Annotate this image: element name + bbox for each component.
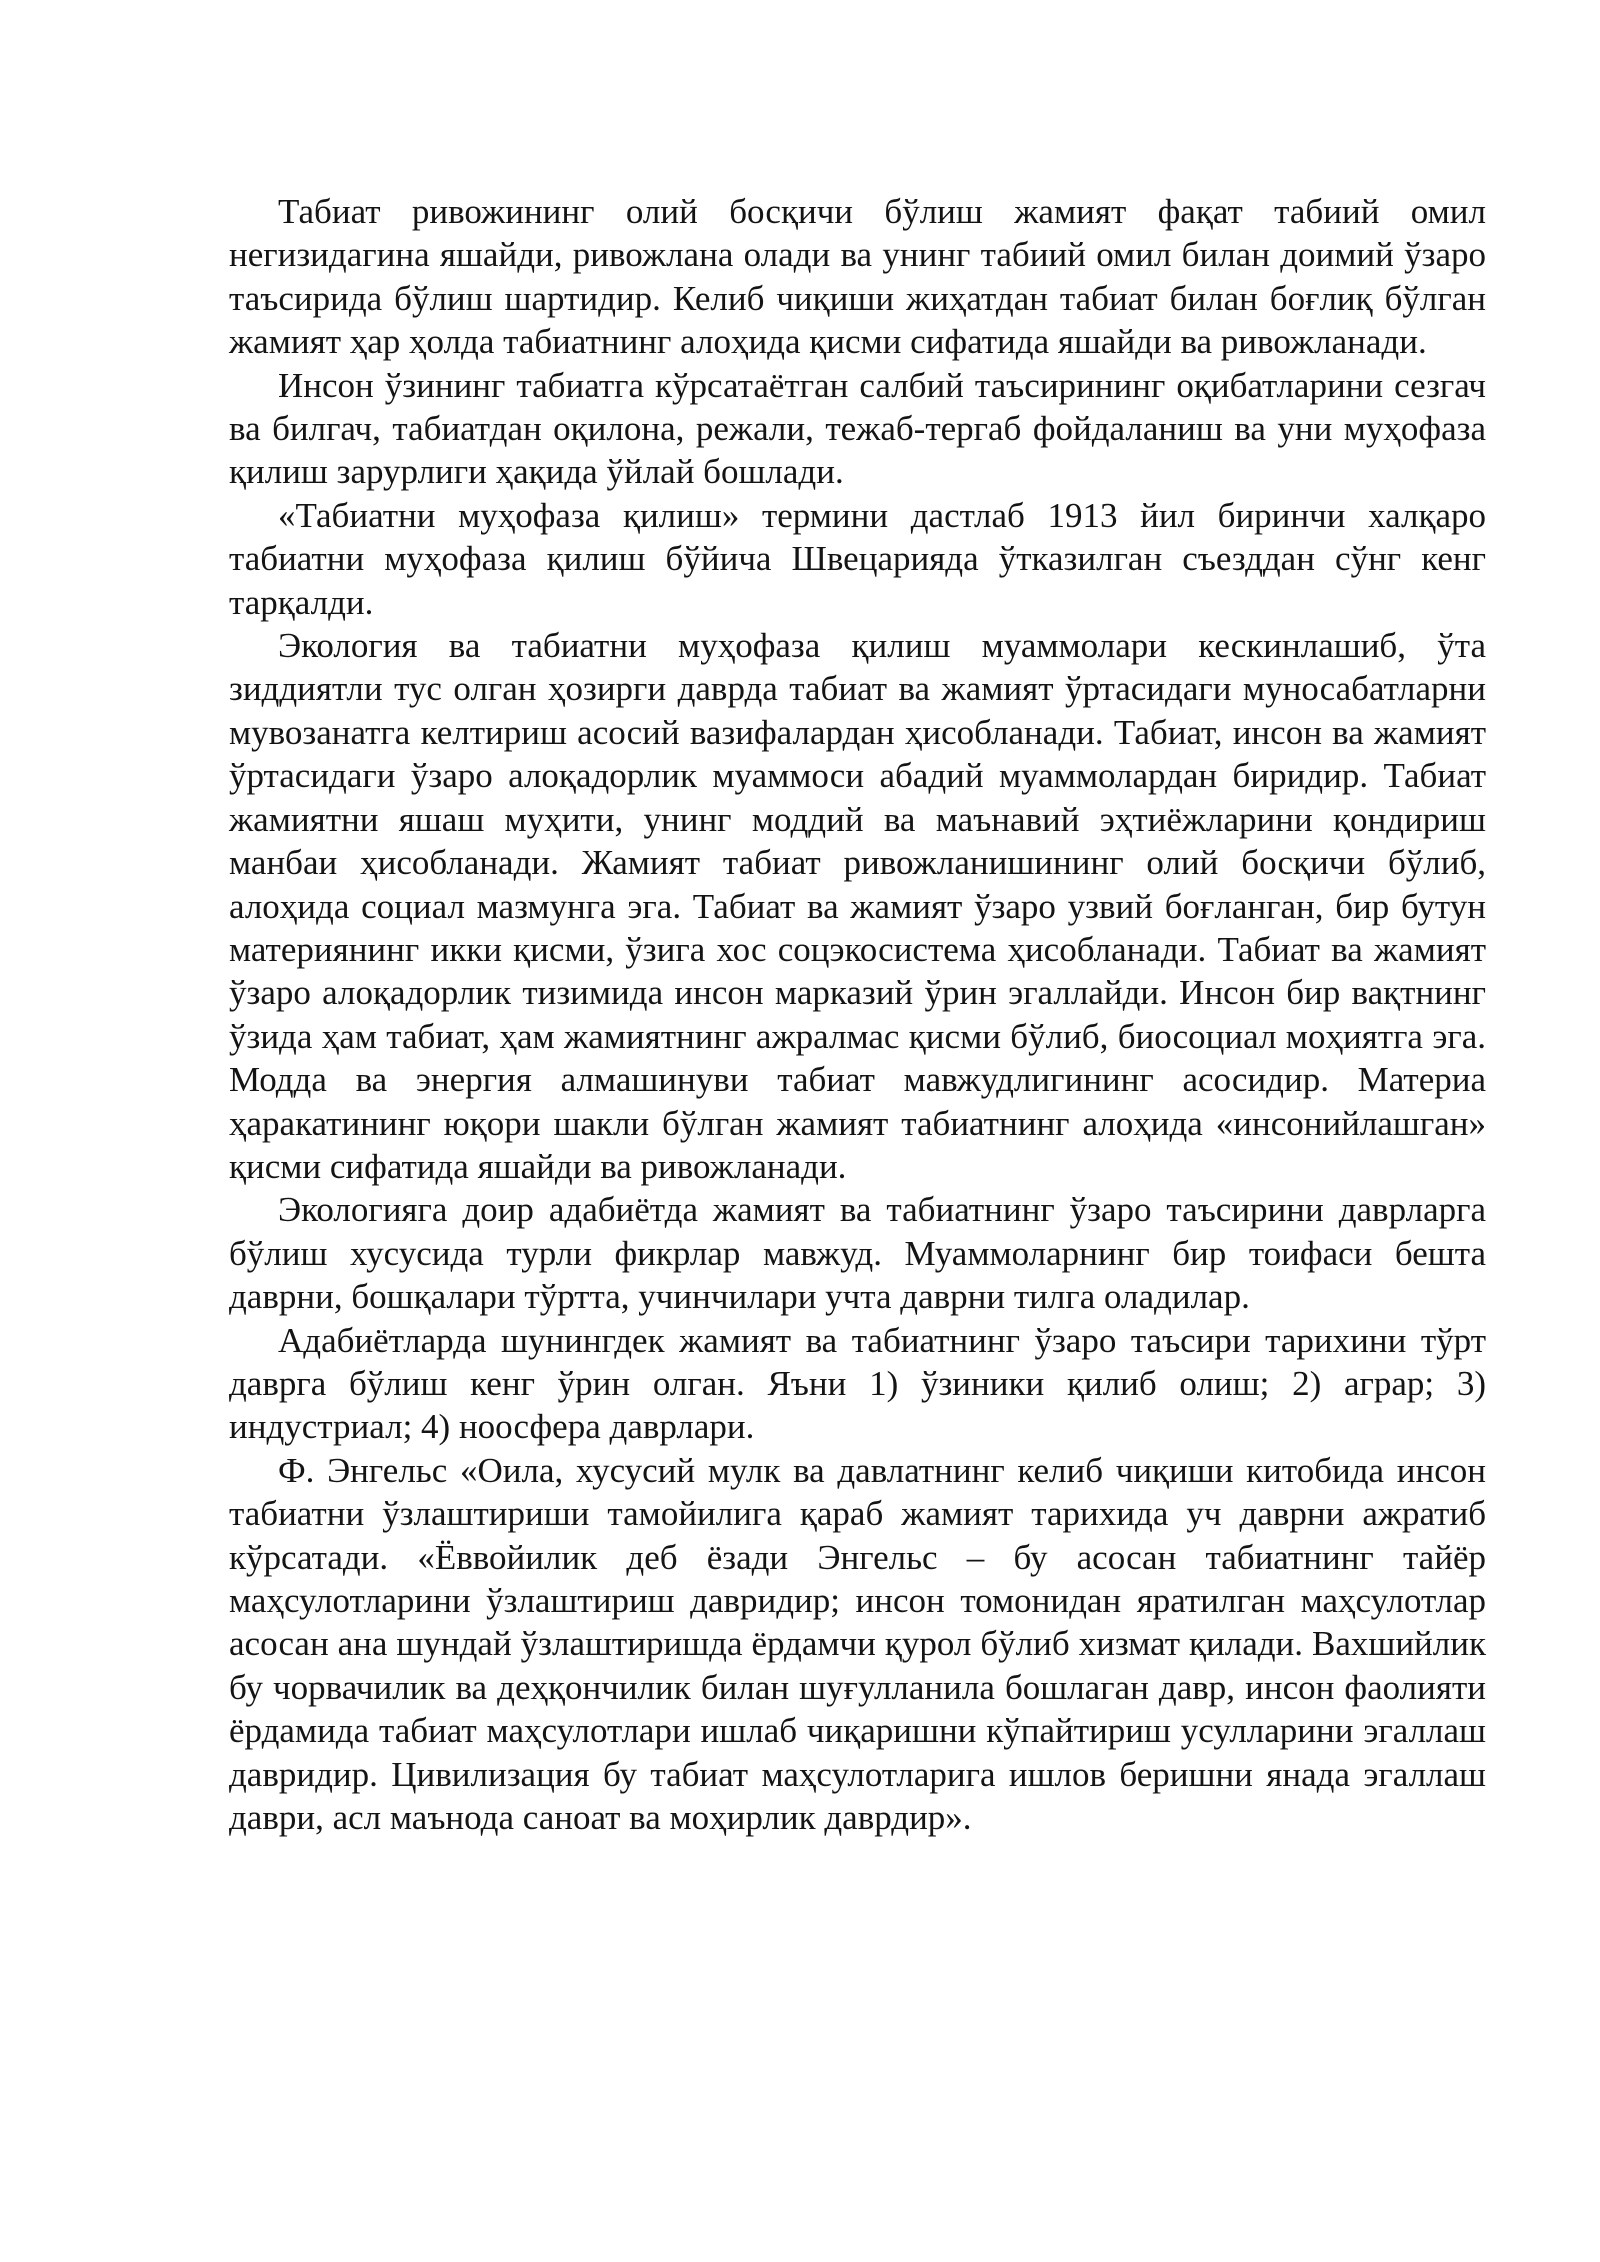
document-body (229, 190, 1486, 1839)
paragraph-7: Ф. Энгельс «Оила, хусусий мулк ва давлатнинг келиб чиқиши китобида инсон табиатни ўзлаштириши тамойилига қараб жамият тарихида уч даврни ажратиб кўрсатади. «Ёввойилик деб ёзади Энгельс – бу асосан табиатнинг тайёр маҳсулотларини ўзлаштириш давридир; инсон томонидан яратилган маҳсулотлар асосан ана шундай ўзлаштиришда ёрдамчи қурол бўлиб хизмат қилади. Вахшийлик бу чорвачилик ва деҳқончилик билан шуғулланила бошлаган давр, инсон фаолияти ёрдамида табиат маҳсулотлари ишлаб чиқаришни кўпайтириш усулларини эгаллаш давридир. Цивилизация бу табиат маҳсулотларига ишлов беришни янада эгаллаш даври, асл маънода саноат ва моҳирлик даврдир». (229, 1450, 1486, 1838)
paragraph-1: Табиат ривожининг олий босқичи бўлиш жамият фақат табиий омил негизидагина яшайди, ривожлана олади ва унинг табиий омил билан доимий ўзаро таъсирида бўлиш шартидир. Келиб чиқиши жиҳатдан табиат билан боғлиқ бўлган жамият ҳар ҳолда табиатнинг алоҳида қисми сифатида яшайди ва ривожланади. (229, 192, 1486, 362)
paragraph-5: Экологияга доир адабиётда жамият ва табиатнинг ўзаро таъсирини даврларга бўлиш хусусида турли фикрлар мавжуд. Муаммоларнинг бир тоифаси бешта даврни, бошқалари тўртта, учинчилари учта даврни тилга оладилар. (229, 1190, 1486, 1317)
paragraph-4: Экология ва табиатни муҳофаза қилиш муаммолари кескинлашиб, ўта зиддиятли тус олган ҳозирги даврда табиат ва жамият ўртасидаги муносабатларни мувозанатга келтириш асосий вазифалардан ҳисобланади. Табиат, инсон ва жамият ўртасидаги ўзаро алоқадорлик муаммоси абадий муаммолардан биридир. Табиат жамиятни яшаш муҳити, унинг моддий ва маънавий эҳтиёжларини қондириш манбаи ҳисобланади. Жамият табиат ривожланишининг олий босқичи бўлиб, алоҳида социал мазмунга эга. Табиат ва жамият ўзаро узвий боғланган, бир бутун материянинг икки қисми, ўзига хос соцэкосистема ҳисобланади. Табиат ва жамият ўзаро алоқадорлик тизимида инсон марказий ўрин эгаллайди. Инсон бир вақтнинг ўзида ҳам табиат, ҳам жамиятнинг ажралмас қисми бўлиб, биосоциал моҳиятга эга. Модда ва энергия алмашинуви табиат мавжудлигининг асосидир. Материа ҳаракатининг юқори шакли бўлган жамият табиатнинг алоҳида «инсонийлашган» қисми сифатида яшайди ва ривожланади. (229, 626, 1486, 1186)
paragraph-6: Адабиётларда шунингдек жамият ва табиатнинг ўзаро таъсири тарихини тўрт даврга бўлиш кенг ўрин олган. Яъни 1) ўзиники қилиб олиш; 2) аграр; 3) индустриал; 4) ноосфера даврлари. (229, 1320, 1486, 1447)
paragraph-3: «Табиатни муҳофаза қилиш» термини дастлаб 1913 йил биринчи халқаро табиатни муҳофаза қилиш бўйича Швецарияда ўтказилган съезддан сўнг кенг тарқалди. (229, 495, 1486, 622)
paragraph-2: Инсон ўзининг табиатга кўрсатаётган салбий таъсирининг оқибатларини сезгач ва билгач, табиатдан оқилона, режали, тежаб-тергаб фойдаланиш ва уни муҳофаза қилиш зарурлиги ҳақида ўйлай бошлади. (229, 365, 1486, 492)
